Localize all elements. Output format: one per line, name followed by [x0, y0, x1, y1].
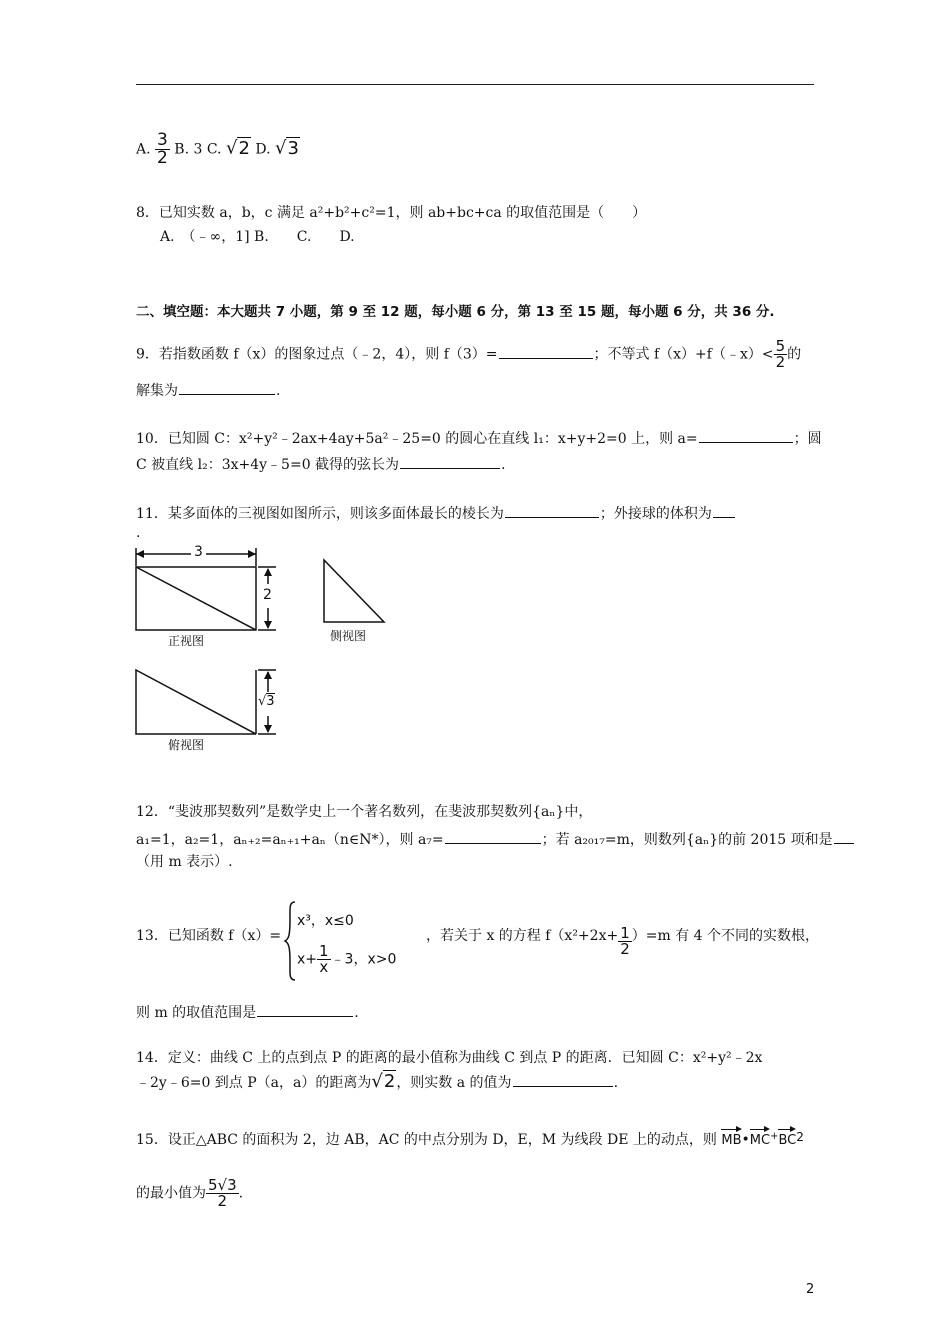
q15-line1: 15．设正△ABC 的面积为 2，边 AB，AC 的中点分别为 D，E，M 为线段 DE 上的动点，则 MB•MC+BC2: [136, 1127, 804, 1151]
answer-blank[interactable]: [499, 342, 593, 359]
side-view-caption: 侧视图: [330, 629, 367, 643]
answer-blank[interactable]: [257, 1000, 353, 1017]
front-view-caption: 正视图: [168, 634, 205, 648]
vector-mb: MB: [721, 1127, 741, 1151]
three-view-figure: [120, 536, 420, 758]
header-rule: [136, 84, 814, 85]
q13-case1: x³，x≤0: [297, 913, 354, 929]
vector-bc: BC: [778, 1127, 796, 1151]
dim-sqrt-label: √3: [258, 694, 275, 709]
q13-condition: ，若关于 x 的方程 f（x²+2x+ $\frac{1}{2}$ ）=m 有 4 个不同的实数根，: [426, 924, 820, 958]
answer-blank[interactable]: [179, 378, 275, 395]
q9-fraction: $\frac{5}{2}$: [775, 337, 786, 371]
answer-blank[interactable]: [400, 452, 500, 469]
dim-width-label: 3: [191, 544, 206, 560]
top-view-caption: 俯视图: [168, 738, 205, 752]
q12-line1: 12．“斐波那契数列”是数学史上一个著名数列，在斐波那契数列{aₙ}中，: [136, 804, 593, 820]
q13-prefix: 13．已知函数 f（x）=: [136, 928, 282, 944]
q7-option-c-sqrt: √2: [225, 137, 250, 159]
answer-blank[interactable]: [699, 426, 793, 443]
answer-blank[interactable]: [513, 1070, 613, 1087]
q12-line3: （用 m 表示）.: [136, 854, 233, 870]
answer-blank[interactable]: [445, 827, 541, 844]
q8-options: A. （﹣∞，1] B. C. D.: [160, 229, 355, 245]
q14-line2: ﹣2y﹣6=0 到点 P（a，a）的距离为√2，则实数 a 的值为 .: [136, 1071, 619, 1092]
section-heading: 二、填空题：本大题共 7 小题，第 9 至 12 题，每小题 6 分，第 13 至 15 题，每小题 6 分，共 36 分.: [136, 304, 775, 320]
q10-line2: C 被直线 l₂：3x+4y﹣5=0 截得的弦长为 .: [136, 452, 506, 475]
three-view-drawing: [120, 536, 420, 758]
page-number: 2: [806, 1282, 815, 1297]
q7-option-d-sqrt: √3: [275, 137, 299, 159]
dim-height-label: 2: [263, 587, 272, 603]
q13-case2: x+ $\frac{1}{x}$ ﹣3，x>0: [297, 942, 397, 976]
brace-icon: [283, 900, 297, 982]
q13-piecewise: [283, 900, 423, 982]
q8-stem: 8．已知实数 a，b，c 满足 a²+b²+c²=1，则 ab+bc+ca 的取值范围是（ ）: [136, 205, 647, 221]
q9-line2: 解集为 .: [136, 378, 280, 401]
q7-options: A. $\frac{3}{2}$ B. 3 C. √2 D. √3: [136, 130, 299, 168]
q7-option-a-fraction: $\frac{3}{2}$: [157, 130, 168, 168]
q11-line1: 11．某多面体的三视图如图所示，则该多面体最长的棱长为 ；外接球的体积为: [136, 501, 736, 524]
q10-line1: 10．已知圆 C：x²+y²﹣2ax+4ay+5a²﹣25=0 的圆心在直线 l₁：x+y+2=0 上，则 a= ；圆: [136, 426, 822, 449]
answer-blank[interactable]: [713, 501, 735, 518]
q14-sqrt: √2: [371, 1071, 396, 1092]
q15-line2: 的最小值为 $\frac{5√3}{2}$ .: [136, 1176, 244, 1210]
q11-line2: .: [136, 525, 141, 541]
answer-blank[interactable]: [834, 827, 854, 844]
answer-blank[interactable]: [505, 501, 599, 518]
q14-line1: 14．定义：曲线 C 上的点到点 P 的距离的最小值称为曲线 C 到点 P 的距离．已知圆 C：x²+y²﹣2x: [136, 1050, 763, 1066]
q9-line1: 9．若指数函数 f（x）的图象过点（﹣2，4），则 f（3）= ；不等式 f（x）+f（﹣x）< $\frac{5}{2}$ 的: [136, 337, 802, 371]
vector-mc: MC: [750, 1127, 770, 1151]
q12-line2: a₁=1，a₂=1，aₙ₊₂=aₙ₊₁+aₙ（n∈N*），则 a₇= ；若 a₂₀₁₇=m，则数列{aₙ}的前 2015 项和是: [136, 827, 855, 850]
q13-line2: 则 m 的取值范围是 .: [136, 1000, 359, 1023]
q15-answer-fraction: $\frac{5√3}{2}$: [208, 1176, 237, 1210]
